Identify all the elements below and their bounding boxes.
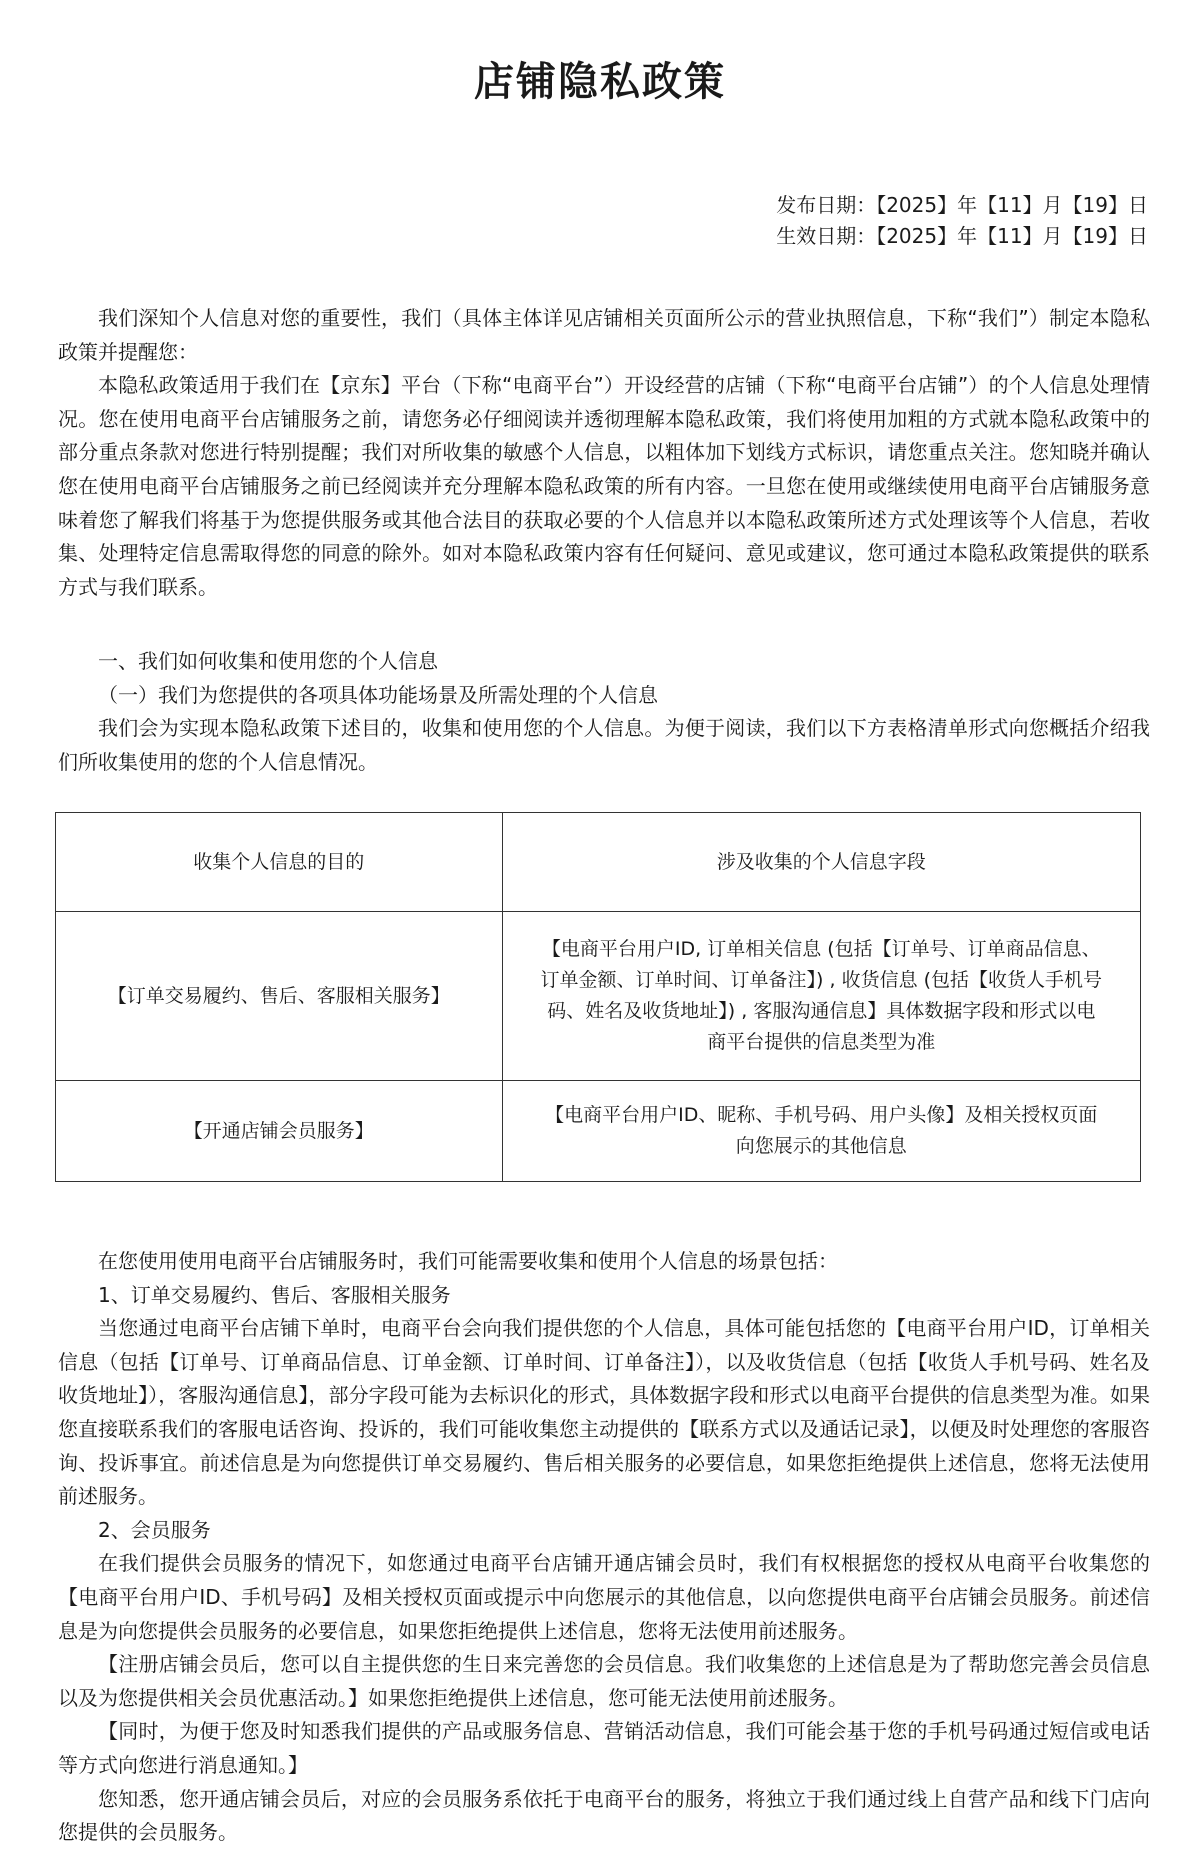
table-cell-purpose: 【开通店铺会员服务】 <box>56 1081 503 1182</box>
table-header-purpose: 收集个人信息的目的 <box>56 813 503 912</box>
publish-date: 发布日期：【2025】年【11】月【19】日 <box>776 193 1148 217</box>
scenario-1-heading: 1、订单交易履约、售后、客服相关服务 <box>98 1282 451 1307</box>
section-1 <box>58 645 1150 779</box>
page-title: 店铺隐私政策 <box>474 59 726 105</box>
section-1-paragraph: 我们会为实现本隐私政策下述目的，收集和使用您的个人信息。为便于阅读，我们以下方表格清单形式向您概括介绍我们所收集使用的您的个人信息情况。 <box>58 716 1150 774</box>
effective-date: 生效日期：【2025】年【11】月【19】日 <box>776 224 1148 248</box>
scenarios-section <box>58 1245 1150 1850</box>
intro-paragraph-1: 我们深知个人信息对您的重要性，我们（具体主体详见店铺相关页面所公示的营业执照信息，下称“我们”）制定本隐私政策并提醒您： <box>58 306 1150 364</box>
table-header-row <box>56 813 1141 912</box>
scenario-2-heading: 2、会员服务 <box>98 1517 211 1542</box>
section-1-heading: 一、我们如何收集和使用您的个人信息 <box>98 649 438 673</box>
table-cell-fields: 【电商平台用户ID, 订单相关信息 (包括【订单号、订单商品信息、订单金额、订单时间、订单备注】) , 收货信息 (包括【收货人手机号码、姓名及收货地址】) , 客服沟通信息】具体数据字段和形式以电商平台提供的信息类型为准 <box>502 912 1140 1081</box>
scenario-2-notification-note: 【同时，为便于您及时知悉我们提供的产品或服务信息、营销活动信息，我们可能会基于您的手机号码通过短信或电话等方式向您进行消息通知。】 <box>58 1719 1150 1777</box>
scenarios-intro: 在您使用使用电商平台店铺服务时，我们可能需要收集和使用个人信息的场景包括： <box>98 1249 838 1273</box>
table-cell-purpose: 【订单交易履约、售后、客服相关服务】 <box>56 912 503 1081</box>
intro-paragraph-2: 本隐私政策适用于我们在【京东】平台（下称“电商平台”）开设经营的店铺（下称“电商平台店铺”）的个人信息处理情况。您在使用电商平台店铺服务之前，请您务必仔细阅读并透彻理解本隐私政策，我们将使用加粗的方式就本隐私政策中的部分重点条款对您进行特别提醒；我们对所收集的敏感个人信息，以粗体加下划线方式标识，请您重点关注。您知晓并确认您在使用电商平台店铺服务之前已经阅读并充分理解本隐私政策的所有内容。一旦您在使用或继续使用电商平台店铺服务意味着您了解我们将基于为您提供服务或其他合法目的获取必要的个人信息并以本隐私政策所述方式处理该等个人信息，若收集、处理特定信息需取得您的同意的除外。如对本隐私政策内容有任何疑问、意见或建议，您可通过本隐私政策提供的联系方式与我们联系。 <box>58 373 1150 599</box>
table-cell-fields: 【电商平台用户ID、昵称、手机号码、用户头像】及相关授权页面向您展示的其他信息 <box>502 1081 1140 1182</box>
scenario-2-membership-note: 您知悉，您开通店铺会员后，对应的会员服务系依托于电商平台的服务，将独立于我们通过线上自营产品和线下门店向您提供的会员服务。 <box>58 1786 1150 1845</box>
scenario-1-paragraph: 当您通过电商平台店铺下单时，电商平台会向我们提供您的个人信息，具体可能包括您的【电商平台用户ID，订单相关信息（包括【订单号、订单商品信息、订单金额、订单时间、订单备注】），以及收货信息（包括【收货人手机号码、姓名及收货地址】），客服沟通信息】，部分字段可能为去标识化的形式，具体数据字段和形式以电商平台提供的信息类型为准。如果您直接联系我们的客服电话咨询、投诉的，我们可能收集您主动提供的【联系方式以及通话记录】，以便及时处理您的客服咨询、投诉事宜。前述信息是为向您提供订单交易履约、售后相关服务的必要信息，如果您拒绝提供上述信息，您将无法使用前述服务。 <box>58 1316 1150 1509</box>
scenario-2-birthday-note: 【注册店铺会员后，您可以自主提供您的生日来完善您的会员信息。我们收集您的上述信息是为了帮助您完善会员信息以及为您提供相关会员优惠活动。】如果您拒绝提供上述信息，您可能无法使用前述服务。 <box>58 1652 1150 1710</box>
table-row <box>56 1081 1141 1182</box>
scenario-2-paragraph: 在我们提供会员服务的情况下，如您通过电商平台店铺开通店铺会员时，我们有权根据您的授权从电商平台收集您的【电商平台用户ID、手机号码】及相关授权页面或提示中向您展示的其他信息，以向您提供电商平台店铺会员服务。前述信息是为向您提供会员服务的必要信息，如果您拒绝提供上述信息，您将无法使用前述服务。 <box>58 1551 1150 1643</box>
personal-info-table <box>55 812 1141 1182</box>
table-row <box>56 912 1141 1081</box>
table-header-fields: 涉及收集的个人信息字段 <box>502 813 1140 912</box>
date-block <box>776 190 1148 252</box>
intro-section <box>58 302 1150 604</box>
section-1-subheading: （一）我们为您提供的各项具体功能场景及所需处理的个人信息 <box>98 682 658 707</box>
